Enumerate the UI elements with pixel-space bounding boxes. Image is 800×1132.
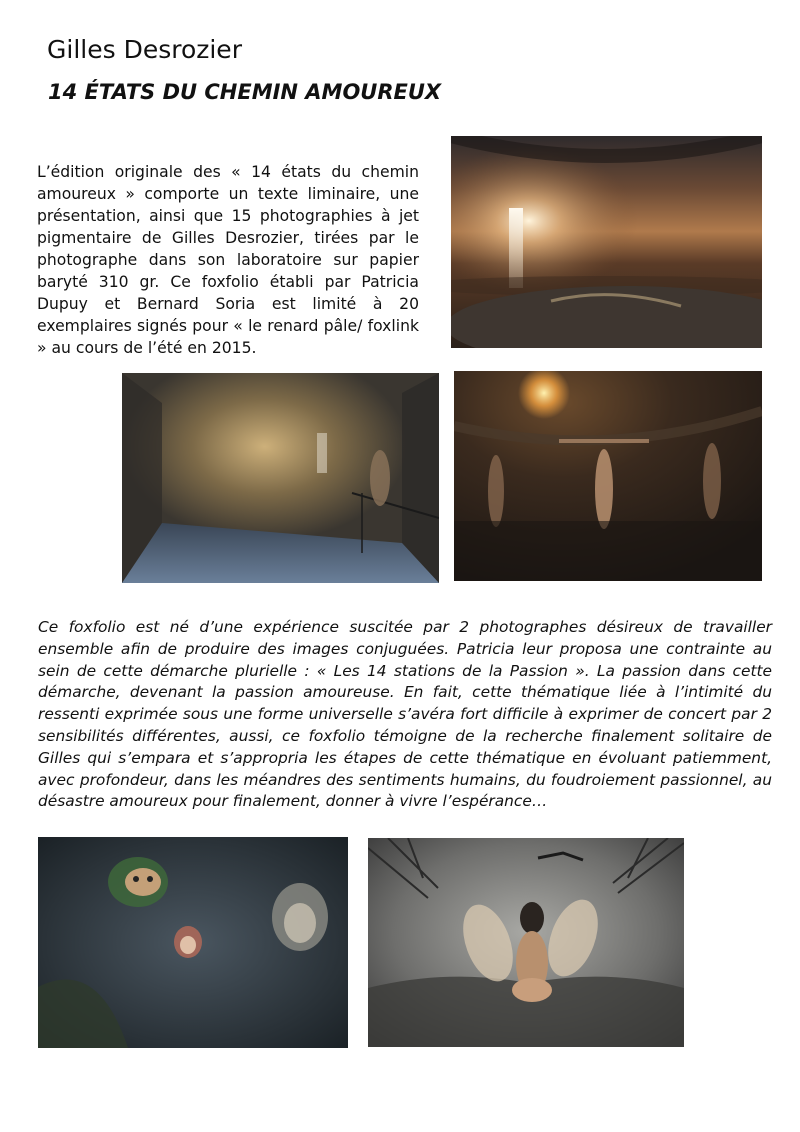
photo-figure-trees xyxy=(368,838,684,1047)
intro-paragraph: L’édition originale des « 14 états du chemin amoureux » comporte un texte liminaire, une présentation, ainsi que 15 photographies à jet pigmentaire de Gilles Desrozier, tirées par le photographe dans son laboratoire sur papier baryté 310 gr. Ce foxfolio établi par Patricia Dupuy et Bernard Soria est limité à 20 exemplaires signés pour « le renard pâle/ foxlink » au cours de l’été en 2015. xyxy=(37,163,419,357)
body-paragraph: Ce foxfolio est né d’une expérience suscitée par 2 photographes désireux de travailler ensemble afin de produire des images conjuguées. Patricia leur proposa une contrainte au sein de cette démarche plurielle : « Les 14 stations de la Passion ». La passion dans cette démarche, devenant la passion amoureuse. En fait, cette thématique liée à l’intimité du ressenti exprimée sous une forme universelle s’avéra fort difficile à exprimer de concert par 2 sensibilités différentes, aussi, ce foxfolio témoigne de la recherche finalement solitaire de Gilles qui s’empara et s’appropria les étapes de cette thématique en évoluant patiemment, avec profondeur, dans les méandres des sentiments humains, du foudroiement passionnel, au désastre amoureux pour finalement, donner à vivre l’espérance… xyxy=(38,618,772,811)
photo-corridor xyxy=(122,373,439,583)
photo-masks xyxy=(38,837,348,1048)
photo-seascape xyxy=(451,136,762,348)
author-name: Gilles Desrozier xyxy=(47,35,242,64)
photo-figures-lamp xyxy=(454,371,762,581)
page-title: 14 ÉTATS DU CHEMIN AMOUREUX xyxy=(48,80,442,104)
